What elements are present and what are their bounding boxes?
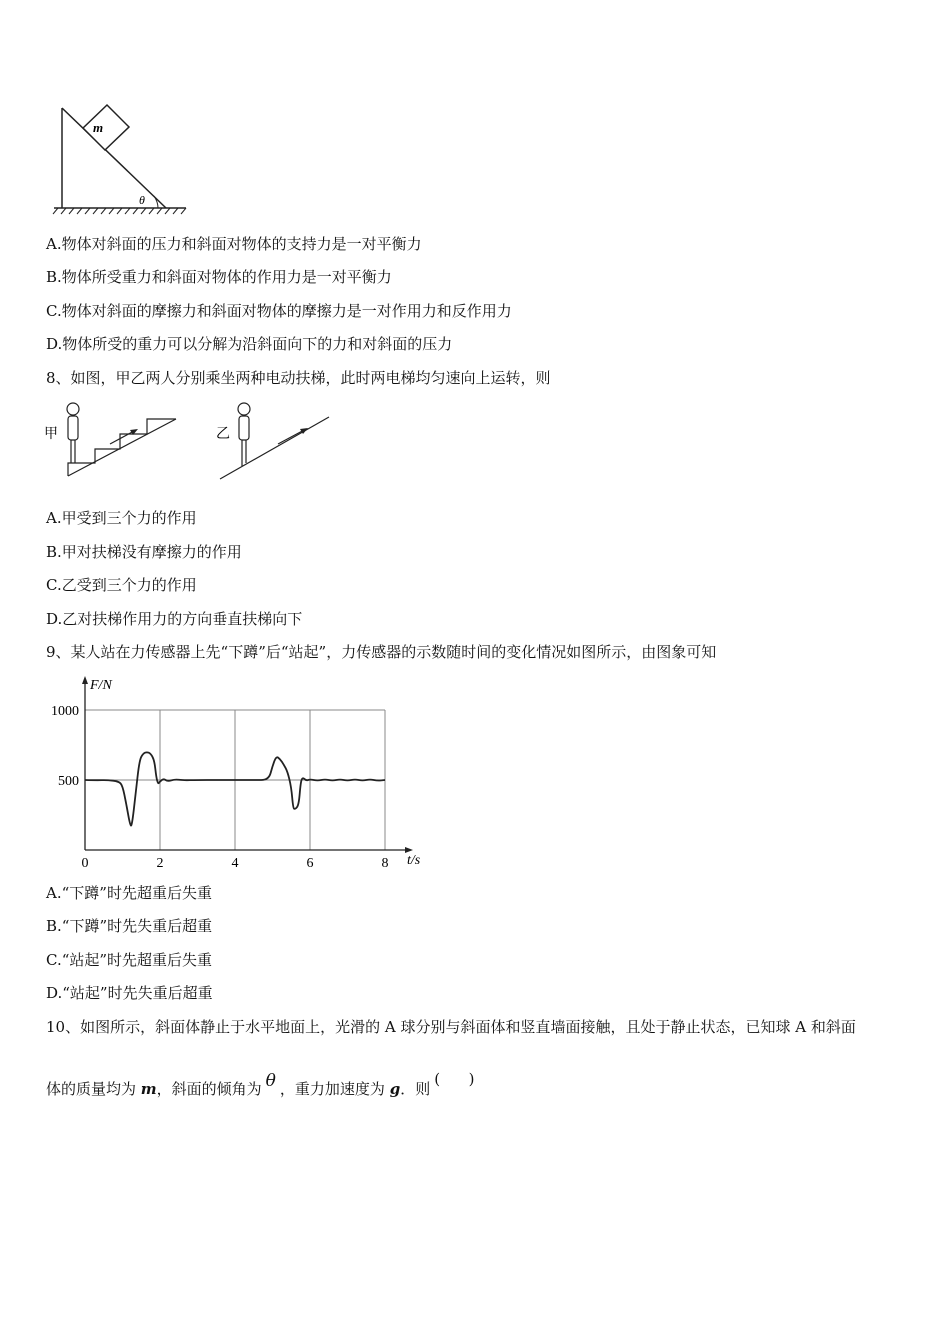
x-tick-label: 4 [231,856,239,871]
person-jia-label: 甲 [44,427,58,442]
q10-text-a: 体的质量均为 [46,1080,141,1098]
y-axis-label: F/N [90,678,112,693]
x-tick-label: 8 [381,856,389,871]
q10-mass-symbol: m [140,1080,157,1098]
q7-option-c: C.物体对斜面的摩擦力和斜面对物体的摩擦力是一对作用力和反作用力 [46,302,512,320]
person-jia [67,403,79,463]
chart-ticks [51,678,421,871]
flat-escalator [220,417,329,479]
q9-option-c: C.“站起”时先超重后失重 [46,951,213,969]
q7-option-a: A.物体对斜面的压力和斜面对物体的支持力是一对平衡力 [46,235,422,253]
q9-option-b: B.“下蹲”时先失重后超重 [46,917,213,935]
incline-diagram [50,98,190,216]
x-tick-label: 0 [81,856,89,871]
ground-hatching [53,208,186,214]
q8-option-b: B.甲对扶梯没有摩擦力的作用 [46,543,242,561]
person-yi [238,403,250,466]
block-m [83,105,129,150]
q7-option-b: B.物体所受重力和斜面对物体的作用力是一对平衡力 [46,268,392,286]
escalator-figure [40,396,340,486]
block-label: m [93,120,104,135]
q10-text-b: ，斜面的倾角为 [156,1080,262,1098]
q8-stem: 8、如图，甲乙两人分别乘坐两种电动扶梯，此时两电梯均匀速向上运转，则 [46,369,551,387]
q10-stem-line1: 10、如图所示，斜面体静止于水平地面上，光滑的 A 球分别与斜面体和竖直墙面接触，且处于静止状态，已知球 A 和斜面 [46,1018,856,1036]
x-axis-label: t/s [407,853,421,868]
q8-option-d: D.乙对扶梯作用力的方向垂直扶梯向下 [46,610,303,628]
q10-text-c: ，重力加速度为 [279,1080,390,1098]
q7-option-d: D.物体所受的重力可以分解为沿斜面向下的力和对斜面的压力 [46,335,453,353]
person-yi-label: 乙 [216,427,230,442]
q10-stem-line2 [46,1070,475,1099]
stepped-escalator-base [68,419,176,476]
force-time-chart-svg [40,672,440,872]
q9-option-a: A.“下蹲”时先超重后失重 [46,884,212,902]
q10-answer-blank: ( ) [434,1070,475,1088]
q10-g-symbol: g [389,1080,401,1098]
incline-figure [50,98,190,216]
q9-stem: 9、某人站在力传感器上先“下蹲”后“站起”，力传感器的示数随时间的变化情况如图所示，由图象可知 [46,643,717,661]
force-time-chart [40,672,440,872]
y-tick-label: 500 [58,774,79,789]
escalator-diagram [40,396,340,486]
q9-option-d: D.“站起”时先失重后超重 [46,984,213,1002]
angle-label: θ [139,193,145,207]
x-tick-label: 6 [306,856,314,871]
q10-theta-symbol: θ [265,1071,276,1091]
y-axis-arrow [82,676,88,684]
q8-option-c: C.乙受到三个力的作用 [46,576,197,594]
y-tick-label: 1000 [51,704,79,719]
q10-text-d: ．则 [400,1080,431,1098]
q8-option-a: A.甲受到三个力的作用 [46,509,197,527]
chart-axes [82,676,413,853]
x-tick-label: 2 [156,856,164,871]
